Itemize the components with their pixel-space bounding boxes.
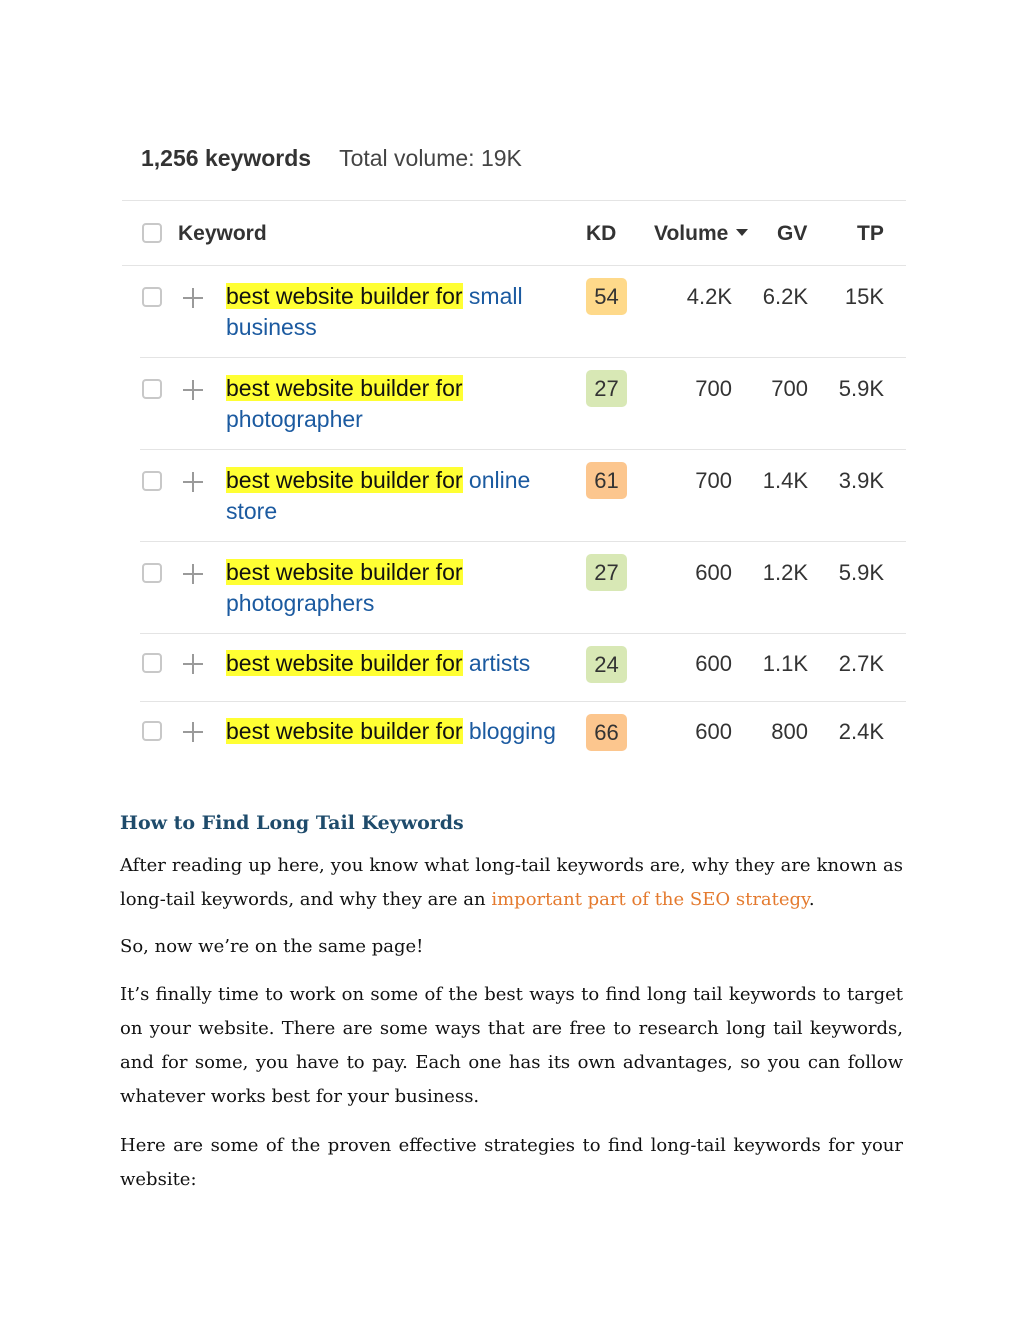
keyword-highlight: best website builder for <box>226 650 463 676</box>
keyword-highlight: best website builder for <box>226 559 463 585</box>
row-checkbox[interactable] <box>142 653 162 673</box>
divider <box>122 200 906 201</box>
total-volume: Total volume: 19K <box>339 144 522 171</box>
gv-value: 1.1K <box>762 651 808 676</box>
table-row <box>122 450 906 541</box>
add-keyword-plus-icon[interactable] <box>182 653 204 675</box>
volume-value: 700 <box>695 376 732 401</box>
gv-value: 6.2K <box>762 284 808 309</box>
gv-value: 1.4K <box>762 468 808 493</box>
keyword-count: 1,256 keywords <box>141 144 312 171</box>
paragraph: So, now we’re on the same page! <box>120 936 424 957</box>
header-volume[interactable] <box>654 222 748 246</box>
row-checkbox[interactable] <box>142 563 162 583</box>
kd-badge: 54 <box>586 278 627 315</box>
section-heading: How to Find Long Tail Keywords <box>120 812 464 834</box>
kd-badge: 61 <box>586 462 627 499</box>
add-keyword-plus-icon[interactable] <box>182 379 204 401</box>
paragraph <box>120 849 903 917</box>
gv-value: 800 <box>771 719 808 744</box>
keyword-link[interactable] <box>226 281 556 343</box>
gv-value: 1.2K <box>762 560 808 585</box>
tp-value: 5.9K <box>838 560 884 585</box>
header-kd[interactable]: KD <box>586 222 617 245</box>
keyword-rest: photographers <box>226 590 375 616</box>
volume-value: 600 <box>695 719 732 744</box>
paragraph: It’s finally time to work on some of the best ways to find long tail keywords to target on your website. There are some ways that are free to research long tail keywords, and for some, you have to pay. Each one has its own advantages, so you can follow whatever works best for your business. <box>120 984 903 1107</box>
paragraph-text: . <box>808 889 815 910</box>
table-header <box>122 202 906 264</box>
add-keyword-plus-icon[interactable] <box>182 471 204 493</box>
volume-value: 600 <box>695 560 732 585</box>
kd-badge: 24 <box>586 646 627 683</box>
sort-desc-icon <box>736 229 748 236</box>
keyword-highlight: best website builder for <box>226 718 463 744</box>
volume-value: 600 <box>695 651 732 676</box>
keyword-rest: photographer <box>226 406 363 432</box>
header-keyword[interactable]: Keyword <box>178 222 267 245</box>
tp-value: 3.9K <box>838 468 884 493</box>
kd-badge: 66 <box>586 714 627 751</box>
select-all-checkbox[interactable] <box>142 223 162 243</box>
table-row <box>122 542 906 633</box>
add-keyword-plus-icon[interactable] <box>182 721 204 743</box>
tp-value: 2.4K <box>838 719 884 744</box>
keyword-link[interactable] <box>226 465 556 527</box>
row-checkbox[interactable] <box>142 471 162 491</box>
keyword-rest: artists <box>468 650 531 676</box>
summary-bar <box>141 128 522 188</box>
header-tp[interactable]: TP <box>857 222 884 245</box>
seo-strategy-link[interactable]: important part of the SEO strategy <box>491 889 809 910</box>
keyword-highlight: best website builder for <box>226 467 463 493</box>
table-row <box>122 358 906 449</box>
volume-value: 4.2K <box>686 284 732 309</box>
add-keyword-plus-icon[interactable] <box>182 287 204 309</box>
header-volume-label: Volume <box>654 222 729 245</box>
gv-value: 700 <box>771 376 808 401</box>
keyword-rest: blogging <box>468 718 556 744</box>
table-row <box>122 266 906 357</box>
keyword-rest: online store <box>226 467 531 524</box>
keyword-rest: small business <box>226 283 523 340</box>
tp-value: 5.9K <box>838 376 884 401</box>
paragraph-text: After reading up here, you know what long-tail keywords are, why they are known as long-tail keywords, and why they are an <box>120 855 903 910</box>
keyword-link[interactable] <box>226 648 566 679</box>
volume-value: 700 <box>695 468 732 493</box>
keyword-link[interactable] <box>226 373 556 435</box>
keyword-link[interactable] <box>226 716 556 747</box>
row-checkbox[interactable] <box>142 379 162 399</box>
kd-badge: 27 <box>586 554 627 591</box>
kd-badge: 27 <box>586 370 627 407</box>
row-checkbox[interactable] <box>142 287 162 307</box>
tp-value: 2.7K <box>838 651 884 676</box>
row-checkbox[interactable] <box>142 721 162 741</box>
keyword-link[interactable] <box>226 557 556 619</box>
keyword-highlight: best website builder for <box>226 283 463 309</box>
tp-value: 15K <box>844 284 884 309</box>
table-row <box>122 634 906 701</box>
add-keyword-plus-icon[interactable] <box>182 563 204 585</box>
paragraph: Here are some of the proven effective strategies to find long-tail keywords for your website: <box>120 1135 903 1190</box>
keyword-highlight: best website builder for <box>226 375 463 401</box>
table-row <box>122 702 906 782</box>
header-gv[interactable]: GV <box>777 222 808 245</box>
